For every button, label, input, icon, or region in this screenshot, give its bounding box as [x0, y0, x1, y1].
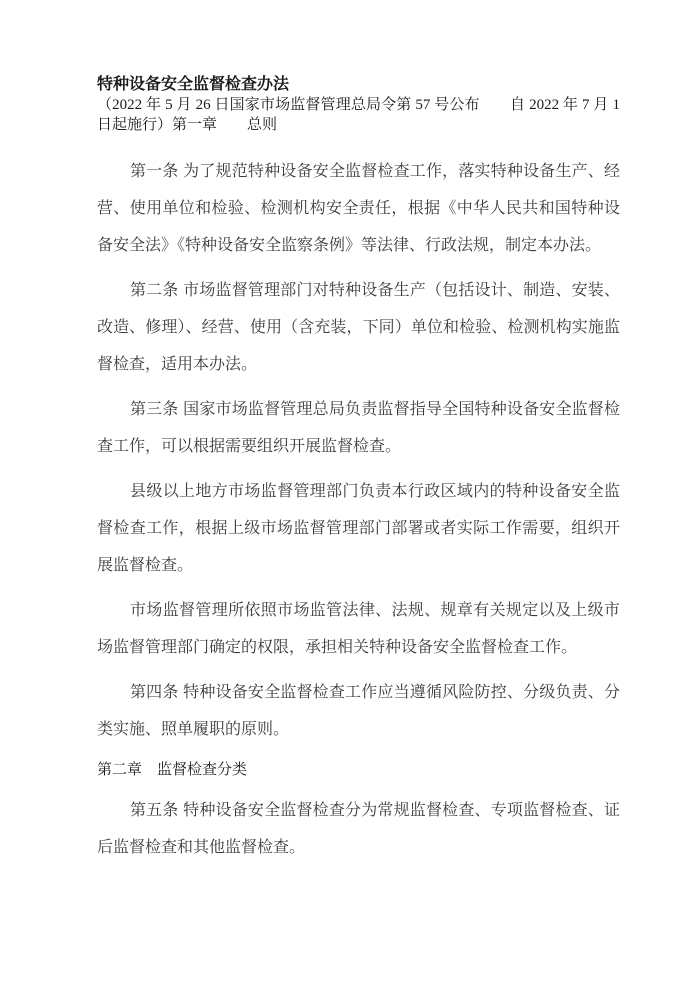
article-3-continuation-paragraph-2: 市场监督管理所依照市场监管法律、法规、规章有关规定以及上级市场监督管理部门确定的权限，承担相关特种设备安全监督检查工作。 — [97, 602, 620, 656]
article-3-paragraph: 第三条 国家市场监督管理总局负责监督指导全国特种设备安全监督检查工作，可以根据需要组织开展监督检查。 — [97, 401, 620, 455]
promulgation-line: （2022 年 5 月 26 日国家市场监督管理总局令第 57 号公布 自 2022 年 7 月 1 日起施行）第一章 总则 — [97, 97, 620, 133]
article-2-paragraph: 第二条 市场监督管理部门对特种设备生产（包括设计、制造、安装、改造、修理）、经营、使用（含充装，下同）单位和检验、检测机构实施监督检查，适用本办法。 — [97, 282, 620, 373]
article-4-paragraph: 第四条 特种设备安全监督检查工作应当遵循风险防控、分级负责、分类实施、照单履职的原则。 — [97, 684, 620, 738]
article-3-continuation-paragraph: 县级以上地方市场监督管理部门负责本行政区域内的特种设备安全监督检查工作，根据上级市场监督管理部门部署或者实际工作需要，组织开展监督检查。 — [97, 483, 620, 574]
document-title: 特种设备安全监督检查办法 — [97, 76, 290, 93]
document-body — [97, 153, 620, 866]
article-1-paragraph: 第一条 为了规范特种设备安全监督检查工作，落实特种设备生产、经营、使用单位和检验、检测机构安全责任，根据《中华人民共和国特种设备安全法》《特种设备安全监察条例》等法律、行政法规，制定本办法。 — [97, 163, 620, 254]
chapter-2-heading: 第二章 监督检查分类 — [97, 762, 248, 778]
article-5-paragraph: 第五条 特种设备安全监督检查分为常规监督检查、专项监督检查、证后监督检查和其他监督检查。 — [97, 802, 620, 856]
